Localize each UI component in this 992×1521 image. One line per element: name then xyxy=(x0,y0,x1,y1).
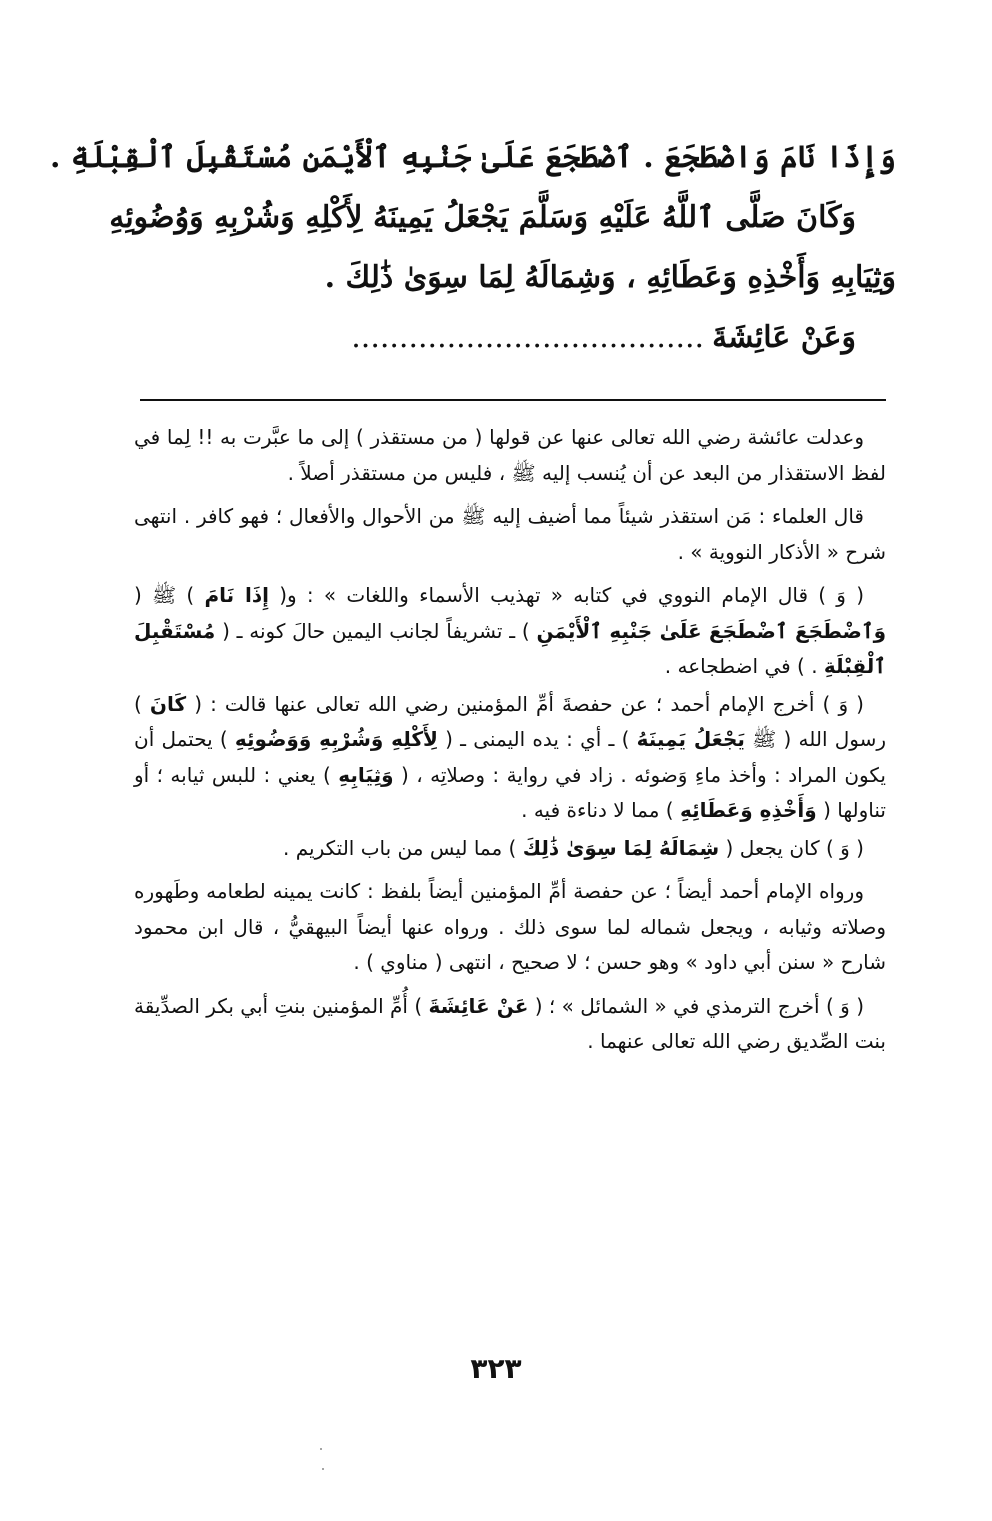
commentary-paragraph-3 xyxy=(134,578,886,685)
p3-text-b: ) ﷺ ( xyxy=(134,583,205,607)
p7-text-a: ( وَ ) أخرج الترمذي في « الشمائل » ؛ ( xyxy=(528,993,864,1018)
matn-line-2 xyxy=(110,188,896,248)
p4-text-b: ) رسول الله ( ﷺ xyxy=(134,691,886,751)
p4-quote-e: وَأَخْذِهِ وَعَطَائِهِ xyxy=(679,798,817,822)
p5-text-a: ( وَ ) كان يجعل ( xyxy=(719,835,864,860)
p4-quote-a: كَانَ xyxy=(149,691,187,716)
p7-text-b: ) أُمِّ المؤمنين بنتِ أبي بكر الصدِّيقة بنت الصِّديق رضي الله تعالى عنهما . xyxy=(134,993,886,1053)
p4-quote-d: وَثِيَابِهِ xyxy=(338,762,394,787)
p4-text-c: ) ـ أي : يده اليمنى ـ ( xyxy=(437,727,637,751)
p4-text-d: ) يحتمل أن يكون المراد : وأخذ ماءِ وَضوئه . زاد في رواية : وصلاتِه ، ( xyxy=(134,727,886,787)
p3-quote-a: إِذَا نَامَ xyxy=(204,583,269,607)
commentary-body xyxy=(134,420,886,1068)
matn-line-1: وَإِذَا نَامَ وَاضْطَجَعَ . ٱضْطَجَعَ عَلَىٰ جَنْبِهِ ٱلْأَيْمَنِ مُسْتَقْبِلَ ٱلْقِبْلَةِ . xyxy=(49,140,896,175)
p4-text-a: ( وَ ) أخرج الإمام أحمد ؛ عن حفصةَ أمِّ المؤمنين رضي الله تعالى عنها قالت : ( xyxy=(186,691,864,716)
commentary-paragraph-2: قال العلماء : مَن استقذر شيئاً مما أضيف إليه ﷺ من الأحوال والأفعال ؛ فهو كافر . انتهى شرح « الأذكار النووية » . xyxy=(134,504,886,564)
p4-text-e: ) يعني : للبس ثيابه ؛ أو تناولها ( xyxy=(134,762,886,822)
p5-quote-a: شِمَالَهُ لِمَا سِوَىٰ ذَٰلِكَ xyxy=(522,835,720,860)
p3-text-d: . ) في اضطجاعه . xyxy=(664,654,824,678)
p3-text-c: ) ـ تشريفاً لجانب اليمين حالَ كونه ـ ( xyxy=(215,618,537,643)
p3-quote-c: مُسْتَقْبِلَ ٱلْقِبْلَةِ xyxy=(134,618,886,678)
footnote-separator xyxy=(140,399,886,401)
commentary-paragraph-7 xyxy=(134,989,886,1060)
p3-text-a: ( وَ ) قال الإمام النووي في كتابه « تهذيب الأسماء واللغات » : و( xyxy=(268,583,864,607)
matn-line-4 xyxy=(110,308,896,368)
matn-line-3: وَثِيَابِهِ وَأَخْذِهِ وَعَطَائِهِ ، وَشِمَالَهُ لِمَا سِوَىٰ ذَٰلِكَ . xyxy=(324,260,896,295)
p4-text-f: ) مما لا دناءة فيه . xyxy=(521,798,680,822)
commentary-paragraph-4 xyxy=(134,687,886,829)
p4-quote-c: لِأَكْلِهِ وَشُرْبِهِ وَوَضُوئِهِ xyxy=(234,727,438,751)
matn-line-2-text: وَكَانَ صَلَّى ٱللَّهُ عَلَيْهِ وَسَلَّمَ يَجْعَلُ يَمِينَهُ لِأَكْلِهِ وَشُرْبِهِ وَوُضُوئِهِ xyxy=(109,200,856,235)
p7-quote-a: عَنْ عَائِشَةَ xyxy=(428,993,529,1018)
matn-line-4-dots: ..................................... xyxy=(351,320,705,355)
matn-line-4-words: وَعَنْ عَائِشَةَ xyxy=(712,320,856,355)
p4-quote-b: يَجْعَلُ يَمِينَهُ xyxy=(636,727,745,751)
p3-quote-b: وَٱضْطَجَعَ ٱضْطَجَعَ عَلَىٰ جَنْبِهِ ٱلْأَيْمَنِ xyxy=(536,618,887,643)
commentary-paragraph-1: وعدلت عائشة رضي الله تعالى عنها عن قولها ( من مستقذر ) إلى ما عبَّرت به !! لِما في لفظ الاستقذار من البعد عن أن يُنسب إليه ﷺ ، فليس من مستقذر أصلاً . xyxy=(134,425,886,485)
scan-speck xyxy=(322,1468,324,1470)
matn-text xyxy=(49,128,896,368)
commentary-paragraph-6: ورواه الإمام أحمد أيضاً ؛ عن حفصة أمِّ المؤمنين أيضاً بلفظ : كانت يمينه لطعامه وطَهوره وصلاته وثيابه ، ويجعل شماله لما سوى ذلك . ورواه عنها أيضاً البيهقيُّ ، قال ابن محمود شارح « سنن أبي داود » وهو حسن ؛ لا صحيح ، انتهى ( مناوي ) . xyxy=(134,879,886,974)
scan-speck xyxy=(320,1448,322,1450)
p5-text-b: ) مما ليس من باب التكريم . xyxy=(282,835,523,860)
page-number: ٣٢٣ xyxy=(470,1352,522,1385)
commentary-paragraph-5 xyxy=(134,831,886,867)
